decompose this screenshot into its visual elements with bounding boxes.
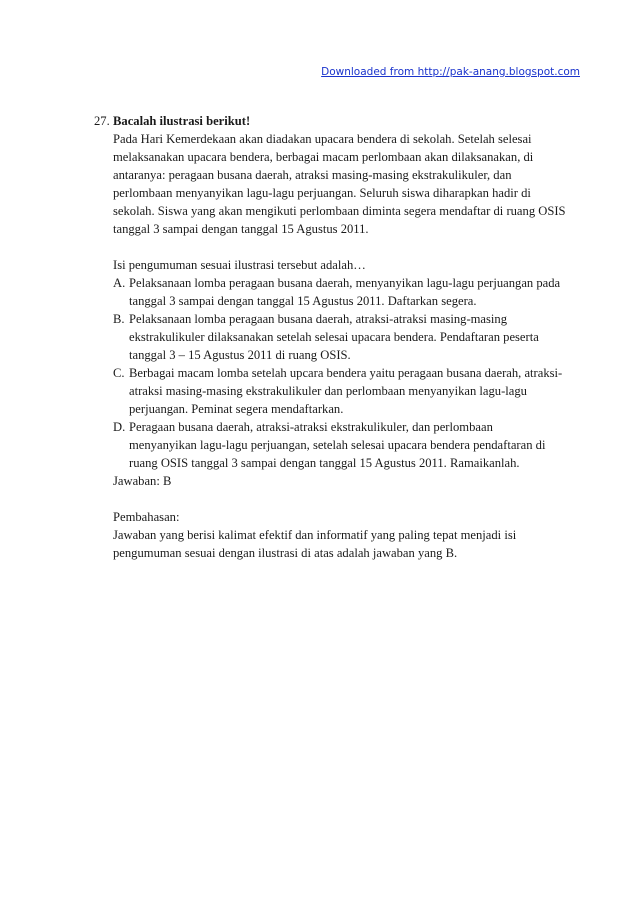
- question-prompt: Isi pengumuman sesuai ilustrasi tersebut adalah…: [113, 258, 366, 272]
- passage-line: perlombaan menyanyikan lagu-lagu perjuangan. Seluruh siswa diharapkan hadir di: [113, 186, 531, 200]
- question-title: Bacalah ilustrasi berikut!: [113, 114, 251, 128]
- option-text: [129, 310, 594, 364]
- option-letter: C.: [113, 366, 125, 380]
- option-line: atraksi masing-masing ekstrakulikuler dan perlombaan menyanyikan lagu-lagu: [129, 384, 527, 398]
- option-line: Pelaksanaan lomba peragaan busana daerah, atraksi-atraksi masing-masing: [129, 312, 508, 326]
- option-line: tanggal 3 – 15 Agustus 2011 di ruang OSIS.: [129, 348, 351, 362]
- option-text: [129, 274, 594, 310]
- spacer: [113, 490, 594, 508]
- option-b: [113, 310, 594, 364]
- download-source-link[interactable]: Downloaded from http://pak-anang.blogspot.com: [321, 66, 580, 78]
- option-line: ruang OSIS tanggal 3 sampai dengan tanggal 15 Agustus 2011. Ramaikanlah.: [129, 456, 520, 470]
- option-line: perjuangan. Peminat segera mendaftarkan.: [129, 402, 344, 416]
- discussion-line: Jawaban yang berisi kalimat efektif dan informatif yang paling tepat menjadi isi: [113, 528, 517, 542]
- option-letter: D.: [113, 420, 126, 434]
- option-line: Berbagai macam lomba setelah upcara bendera yaitu peragaan busana daerah, atraksi-: [129, 366, 563, 380]
- answer-key: Jawaban: B: [113, 474, 172, 488]
- option-letter: A.: [113, 276, 126, 290]
- option-text: [129, 364, 594, 418]
- passage-line: tanggal 3 sampai dengan tanggal 15 Agustus 2011.: [113, 222, 369, 236]
- option-text: [129, 418, 594, 472]
- question-number: 27.: [94, 114, 110, 128]
- option-line: menyanyikan lagu-lagu perjuangan, setelah selesai upacara bendera pendaftaran di: [129, 438, 546, 452]
- discussion-line: pengumuman sesuai dengan ilustrasi di atas adalah jawaban yang B.: [113, 546, 458, 560]
- option-d: [113, 418, 594, 472]
- question-body: [94, 130, 594, 562]
- discussion-text: [113, 526, 594, 562]
- option-letter: B.: [113, 312, 125, 326]
- passage-line: sekolah. Siswa yang akan mengikuti perlombaan diminta segera mendaftar di ruang OSIS: [113, 204, 566, 218]
- discussion-title: Pembahasan:: [113, 510, 180, 524]
- option-line: Pelaksanaan lomba peragaan busana daerah, menyanyikan lagu-lagu perjuangan pada: [129, 276, 561, 290]
- passage-line: melaksanakan upacara bendera, berbagai macam perlombaan akan dilaksanakan, di: [113, 150, 534, 164]
- option-c: [113, 364, 594, 418]
- spacer: [113, 238, 594, 256]
- question-header: [94, 112, 594, 130]
- question-27: [94, 112, 594, 562]
- option-a: [113, 274, 594, 310]
- passage-line: Pada Hari Kemerdekaan akan diadakan upacara bendera di sekolah. Setelah selesai: [113, 132, 532, 146]
- passage-line: antaranya: peragaan busana daerah, atraksi masing-masing ekstrakulikuler, dan: [113, 168, 512, 182]
- option-line: tanggal 3 sampai dengan tanggal 15 Agustus 2011. Daftarkan segera.: [129, 294, 477, 308]
- option-line: ekstrakulikuler dilaksanakan setelah selesai upacara bendera. Pendaftaran peserta: [129, 330, 539, 344]
- option-line: Peragaan busana daerah, atraksi-atraksi ekstrakulikuler, dan perlombaan: [129, 420, 493, 434]
- illustration-passage: [113, 130, 594, 238]
- answer-options: [113, 274, 594, 472]
